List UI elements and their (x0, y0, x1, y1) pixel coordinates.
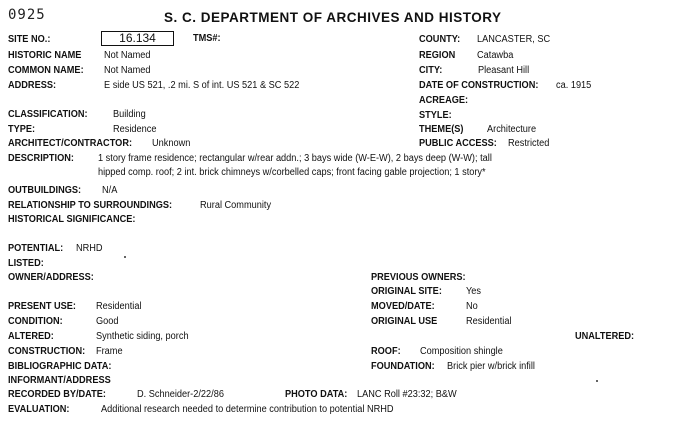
foundation-value: Brick pier w/brick infill (447, 361, 535, 372)
original-use-value: Residential (466, 316, 512, 327)
public-access-value: Restricted (508, 138, 550, 149)
site-no-label: SITE NO.: (8, 34, 51, 45)
public-access-label: PUBLIC ACCESS: (419, 138, 497, 149)
county-value: LANCASTER, SC (477, 34, 551, 45)
photo-data-value: LANC Roll #23:32; B&W (357, 389, 457, 400)
scan-speck (596, 380, 598, 382)
condition-label: CONDITION: (8, 316, 63, 327)
moved-date-label: MOVED/DATE: (371, 301, 435, 312)
evaluation-label: EVALUATION: (8, 404, 70, 415)
present-use-value: Residential (96, 301, 142, 312)
theme-label: THEME(S) (419, 124, 464, 135)
previous-owners-label: PREVIOUS OWNERS: (371, 272, 466, 283)
historic-name-value: Not Named (104, 50, 151, 61)
potential-value: NRHD (76, 243, 103, 254)
architect-value: Unknown (152, 138, 191, 149)
original-site-label: ORIGINAL SITE: (371, 286, 442, 297)
historic-name-label: HISTORIC NAME (8, 50, 82, 61)
roof-value: Composition shingle (420, 346, 503, 357)
description-label: DESCRIPTION: (8, 153, 74, 164)
scan-speck (124, 256, 126, 258)
condition-value: Good (96, 316, 119, 327)
tms-label: TMS#: (193, 33, 221, 44)
original-site-value: Yes (466, 286, 482, 297)
region-label: REGION (419, 50, 456, 61)
informant-address-label: INFORMANT/ADDRESS (8, 375, 111, 386)
outbuildings-value: N/A (102, 185, 118, 196)
owner-address-label: OWNER/ADDRESS: (8, 272, 94, 283)
description-line-2: hipped comp. roof; 2 int. brick chimneys w/corbelled caps; front facing gable projection; 1 story* (98, 167, 486, 178)
altered-label: ALTERED: (8, 331, 54, 342)
region-value: Catawba (477, 50, 514, 61)
handwritten-number: 0925 (8, 7, 46, 23)
construction-label: CONSTRUCTION: (8, 346, 86, 357)
address-label: ADDRESS: (8, 80, 57, 91)
county-label: COUNTY: (419, 34, 461, 45)
classification-label: CLASSIFICATION: (8, 109, 88, 120)
photo-data-label: PHOTO DATA: (285, 389, 348, 400)
type-value: Residence (113, 124, 157, 135)
site-no-box: 16.134 (101, 31, 174, 46)
common-name-value: Not Named (104, 65, 151, 76)
outbuildings-label: OUTBUILDINGS: (8, 185, 82, 196)
bibliographic-data-label: BIBLIOGRAPHIC DATA: (8, 361, 112, 372)
recorded-by-label: RECORDED BY/DATE: (8, 389, 106, 400)
theme-value: Architecture (487, 124, 537, 135)
present-use-label: PRESENT USE: (8, 301, 76, 312)
type-label: TYPE: (8, 124, 36, 135)
relationship-value: Rural Community (200, 200, 272, 211)
evaluation-value: Additional research needed to determine contribution to potential NRHD (101, 404, 394, 415)
roof-label: ROOF: (371, 346, 401, 357)
original-use-label: ORIGINAL USE (371, 316, 438, 327)
common-name-label: COMMON NAME: (8, 65, 84, 76)
date-of-construction-label: DATE OF CONSTRUCTION: (419, 80, 539, 91)
recorded-by-value: D. Schneider-2/22/86 (137, 389, 224, 400)
moved-date-value: No (466, 301, 478, 312)
page-title: S. C. DEPARTMENT OF ARCHIVES AND HISTORY (164, 10, 502, 25)
relationship-label: RELATIONSHIP TO SURROUNDINGS: (8, 200, 173, 211)
foundation-label: FOUNDATION: (371, 361, 435, 372)
city-value: Pleasant Hill (478, 65, 530, 76)
date-of-construction-value: ca. 1915 (556, 80, 592, 91)
historical-significance-label: HISTORICAL SIGNIFICANCE: (8, 214, 136, 225)
city-label: CITY: (419, 65, 443, 76)
address-value: E side US 521, .2 mi. S of int. US 521 & SC 522 (104, 80, 300, 91)
acreage-label: ACREAGE: (419, 95, 469, 106)
construction-value: Frame (96, 346, 123, 357)
architect-label: ARCHITECT/CONTRACTOR: (8, 138, 133, 149)
listed-label: LISTED: (8, 258, 44, 269)
altered-value: Synthetic siding, porch (96, 331, 189, 342)
potential-label: POTENTIAL: (8, 243, 64, 254)
style-label: STYLE: (419, 110, 452, 121)
unaltered-label: UNALTERED: (575, 331, 635, 342)
description-line-1: 1 story frame residence; rectangular w/rear addn.; 3 bays wide (W-E-W), 2 bays deep (W-W); tall (98, 153, 492, 164)
classification-value: Building (113, 109, 146, 120)
